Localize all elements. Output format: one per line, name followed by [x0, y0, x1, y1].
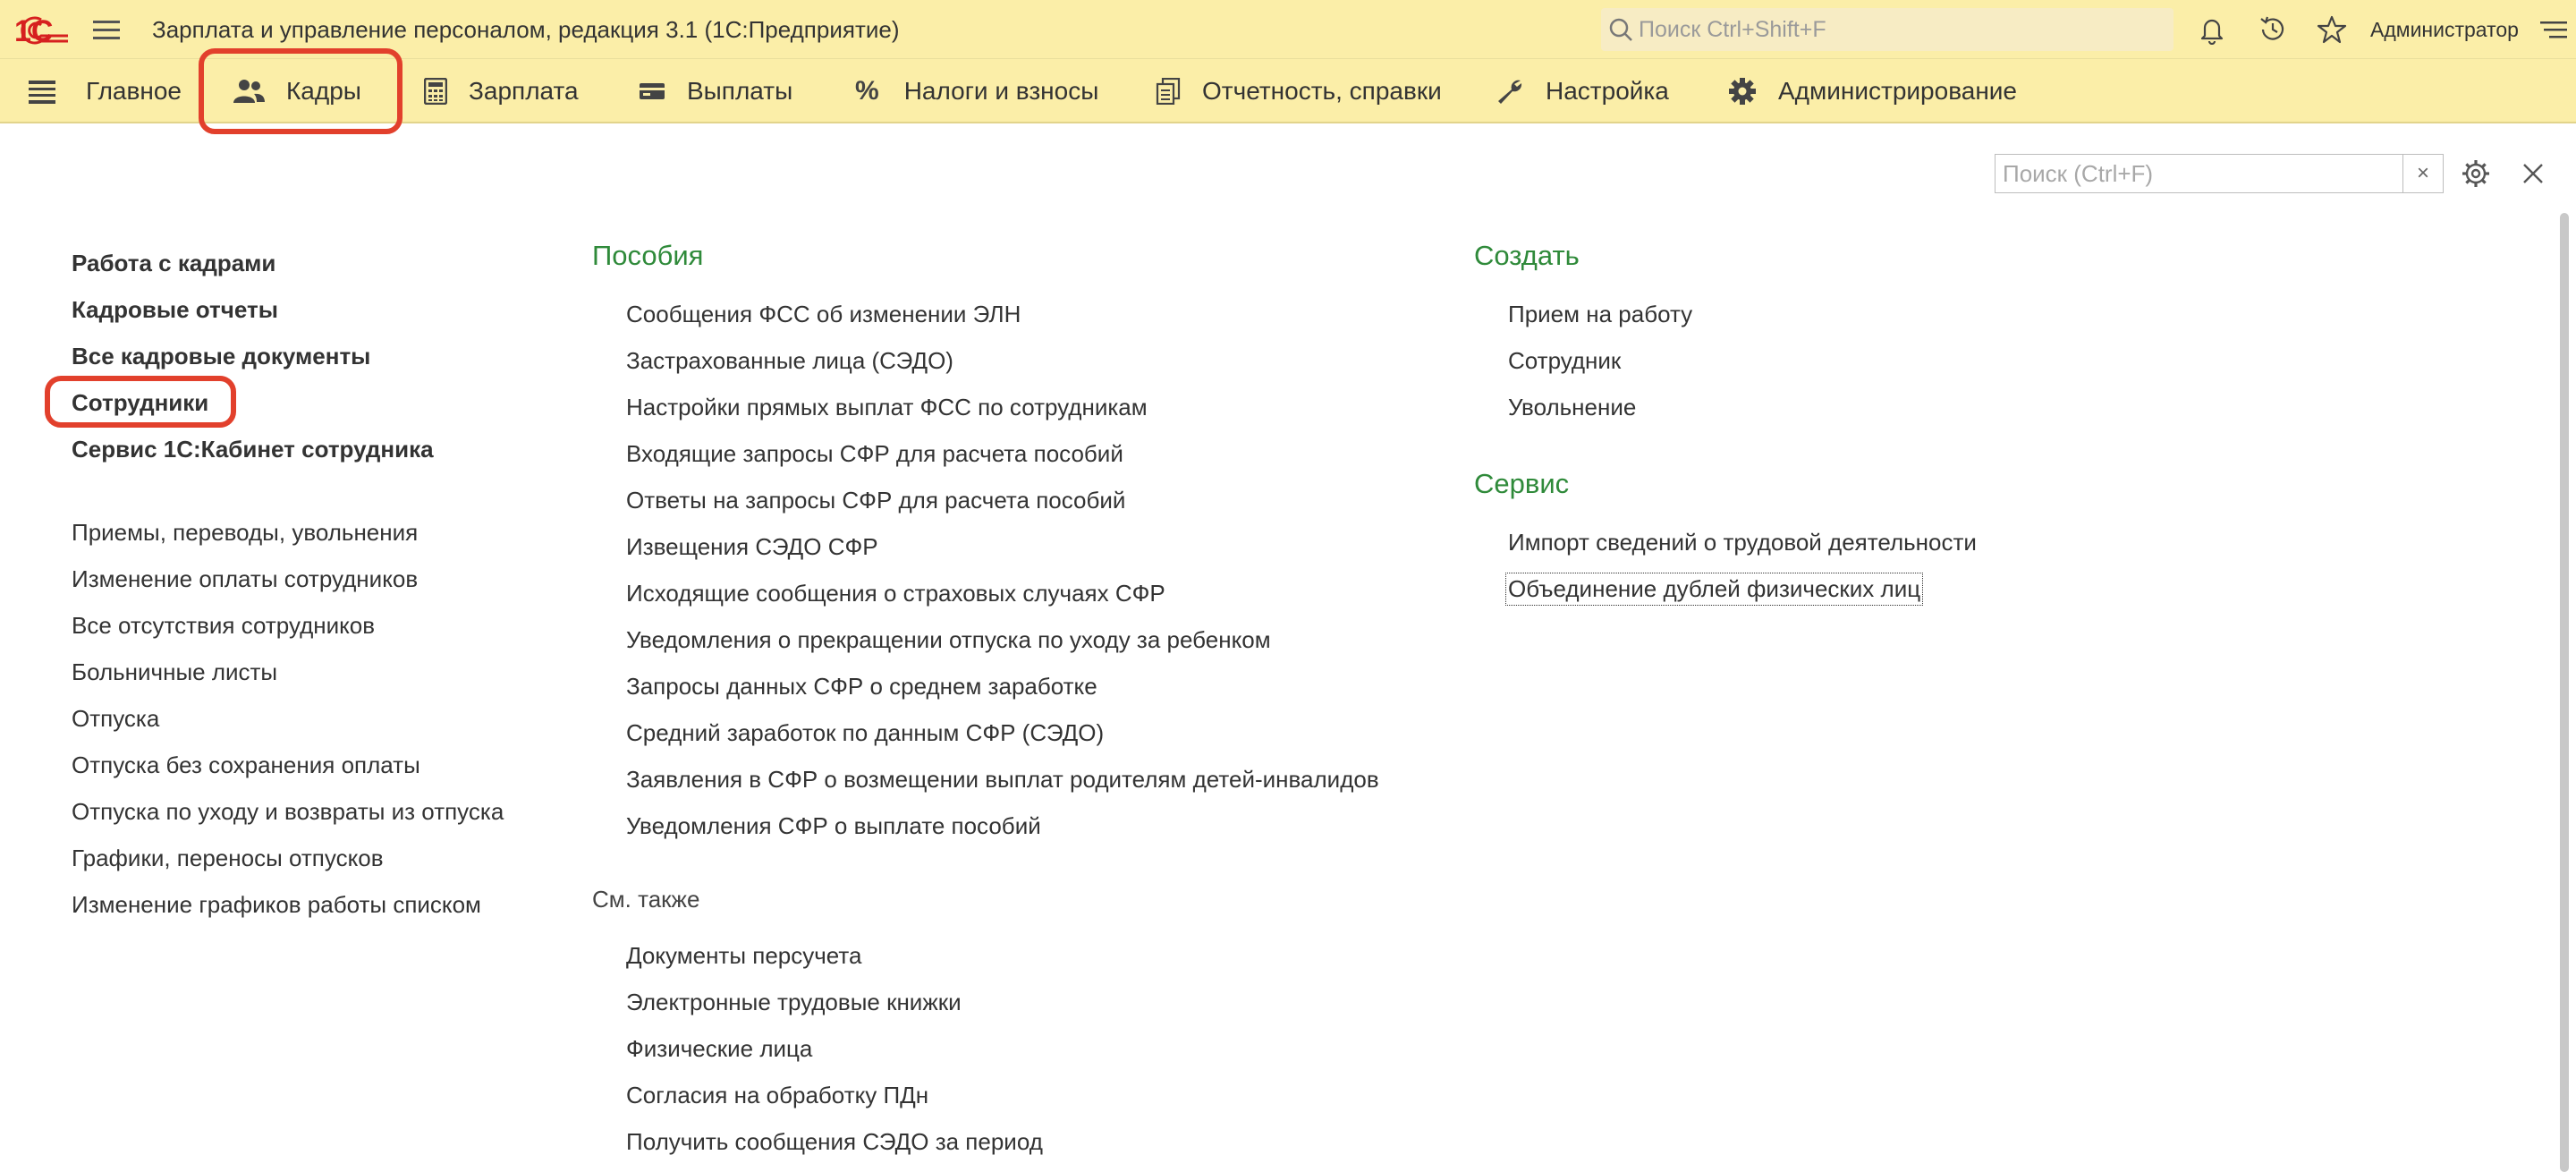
- link-benefit-2[interactable]: Застрахованные лица (СЭДО): [626, 347, 953, 374]
- menu-item-reports[interactable]: [1156, 59, 1442, 123]
- link-vse-kadrovye-dokumenty[interactable]: Все кадровые документы: [72, 343, 371, 369]
- menu-item-taxes[interactable]: [855, 59, 1098, 123]
- link-sotrudniki[interactable]: Сотрудники: [72, 389, 209, 416]
- menu-item-label: Настройка: [1546, 77, 1669, 105]
- menu-item-label: Налоги и взносы: [903, 77, 1099, 105]
- section-title-posobiya: Пособия: [592, 240, 704, 271]
- link-benefit-9[interactable]: Запросы данных СФР о среднем заработке: [626, 673, 1097, 700]
- wallet-icon: [639, 81, 665, 102]
- bell-icon[interactable]: [2197, 14, 2227, 45]
- menu-item-label: Кадры: [286, 77, 361, 105]
- wrench-icon: [1496, 77, 1524, 106]
- link-see-also-1[interactable]: Документы персучета: [626, 942, 862, 969]
- link-vse-otsutstviya[interactable]: Все отсутствия сотрудников: [72, 612, 376, 639]
- global-search[interactable]: [1601, 8, 2174, 51]
- highlight-kadry-tab: [199, 48, 402, 134]
- history-icon[interactable]: [2258, 14, 2288, 45]
- highlight-sotrudniki: [45, 376, 236, 428]
- scrollbar-thumb[interactable]: [2560, 213, 2569, 1172]
- link-kabinet-sotrudnika[interactable]: Сервис 1С:Кабинет сотрудника: [72, 436, 434, 463]
- link-izmenenie-oplaty[interactable]: Изменение оплаты сотрудников: [72, 565, 419, 592]
- documents-icon: [1156, 78, 1181, 105]
- link-see-also-4[interactable]: Согласия на обработку ПДн: [626, 1082, 929, 1108]
- link-grafiki-perenosy[interactable]: Графики, переносы отпусков: [72, 845, 384, 871]
- link-rabota-s-kadrami[interactable]: Работа с кадрами: [72, 250, 276, 276]
- favorites-star-icon[interactable]: [2317, 14, 2347, 45]
- link-priemy-perevody[interactable]: Приемы, переводы, увольнения: [72, 519, 419, 546]
- link-service-merge-duplicates[interactable]: Объединение дублей физических лиц: [1508, 575, 1921, 602]
- clear-search-button[interactable]: ×: [2402, 155, 2443, 192]
- link-otpuska[interactable]: Отпуска: [72, 705, 160, 732]
- link-benefit-10[interactable]: Средний заработок по данным СФР (СЭДО): [626, 719, 1105, 746]
- app-title: Зарплата и управление персоналом, редакция 3.1 (1С:Предприятие): [152, 16, 900, 43]
- link-create-sotrudnik[interactable]: Сотрудник: [1508, 347, 1622, 374]
- link-benefit-12[interactable]: Уведомления СФР о выплате пособий: [626, 812, 1041, 839]
- link-izmenenie-grafikov[interactable]: Изменение графиков работы списком: [72, 891, 481, 918]
- sections-list-icon[interactable]: [29, 79, 55, 110]
- 1c-logo[interactable]: [14, 13, 70, 48]
- link-benefit-6[interactable]: Извещения СЭДО СФР: [626, 533, 878, 560]
- percent-icon: %: [855, 76, 879, 106]
- link-benefit-1[interactable]: Сообщения ФСС об изменении ЭЛН: [626, 301, 1021, 327]
- section-title-see-also: См. также: [592, 886, 700, 913]
- global-search-placeholder: Поиск Ctrl+Shift+F: [1639, 17, 1826, 42]
- panel-settings-gear-icon[interactable]: [2462, 159, 2490, 192]
- user-name[interactable]: Администратор: [2370, 18, 2519, 41]
- menu-item-label: Главное: [86, 77, 182, 105]
- settings-lines-icon[interactable]: [2538, 14, 2569, 45]
- menu-item-salary[interactable]: [424, 59, 579, 123]
- section-title-servis: Сервис: [1474, 468, 1570, 499]
- search-icon: [1608, 17, 1633, 42]
- panel-search: [1995, 154, 2444, 193]
- menu-item-admin[interactable]: [1728, 59, 2017, 123]
- link-kadrovye-otchety[interactable]: Кадровые отчеты: [72, 296, 278, 323]
- gear-icon: [1728, 77, 1757, 106]
- link-service-import[interactable]: Импорт сведений о трудовой деятельности: [1508, 529, 1977, 556]
- link-benefit-4[interactable]: Входящие запросы СФР для расчета пособий: [626, 440, 1123, 467]
- link-bolnichnye[interactable]: Больничные листы: [72, 658, 278, 685]
- panel-search-input[interactable]: [1996, 155, 2400, 192]
- link-create-priem[interactable]: Прием на работу: [1508, 301, 1693, 327]
- section-panel: [0, 123, 2576, 1172]
- menu-item-label: Администрирование: [1778, 77, 2017, 105]
- link-benefit-11[interactable]: Заявления в СФР о возмещении выплат родителям детей-инвалидов: [626, 766, 1379, 793]
- link-see-also-5[interactable]: Получить сообщения СЭДО за период: [626, 1128, 1043, 1155]
- link-benefit-5[interactable]: Ответы на запросы СФР для расчета пособий: [626, 487, 1126, 514]
- link-otpuska-po-uhodu[interactable]: Отпуска по уходу и возвраты из отпуска: [72, 798, 504, 825]
- menu-item-label: Зарплата: [469, 77, 579, 105]
- calculator-icon: [424, 78, 447, 105]
- svg-text:1С: 1С: [14, 14, 54, 48]
- link-otpuska-bez-oplaty[interactable]: Отпуска без сохранения оплаты: [72, 752, 420, 778]
- menu-item-payments[interactable]: [639, 59, 792, 123]
- link-benefit-7[interactable]: Исходящие сообщения о страховых случаях СФР: [626, 580, 1165, 607]
- menu-item-label: Выплаты: [687, 77, 793, 105]
- section-title-sozdat: Создать: [1474, 240, 1580, 271]
- link-benefit-3[interactable]: Настройки прямых выплат ФСС по сотрудникам: [626, 394, 1148, 420]
- link-create-uvolnenie[interactable]: Увольнение: [1508, 394, 1637, 420]
- link-see-also-2[interactable]: Электронные трудовые книжки: [626, 989, 962, 1015]
- menu-item-settings[interactable]: [1496, 59, 1669, 123]
- close-icon[interactable]: [2522, 163, 2544, 189]
- main-menu-icon[interactable]: [93, 18, 120, 43]
- link-benefit-8[interactable]: Уведомления о прекращении отпуска по уходу за ребенком: [626, 626, 1271, 653]
- link-see-also-3[interactable]: Физические лица: [626, 1035, 813, 1062]
- menu-item-main[interactable]: [86, 59, 182, 123]
- menu-item-label: Отчетность, справки: [1202, 77, 1442, 105]
